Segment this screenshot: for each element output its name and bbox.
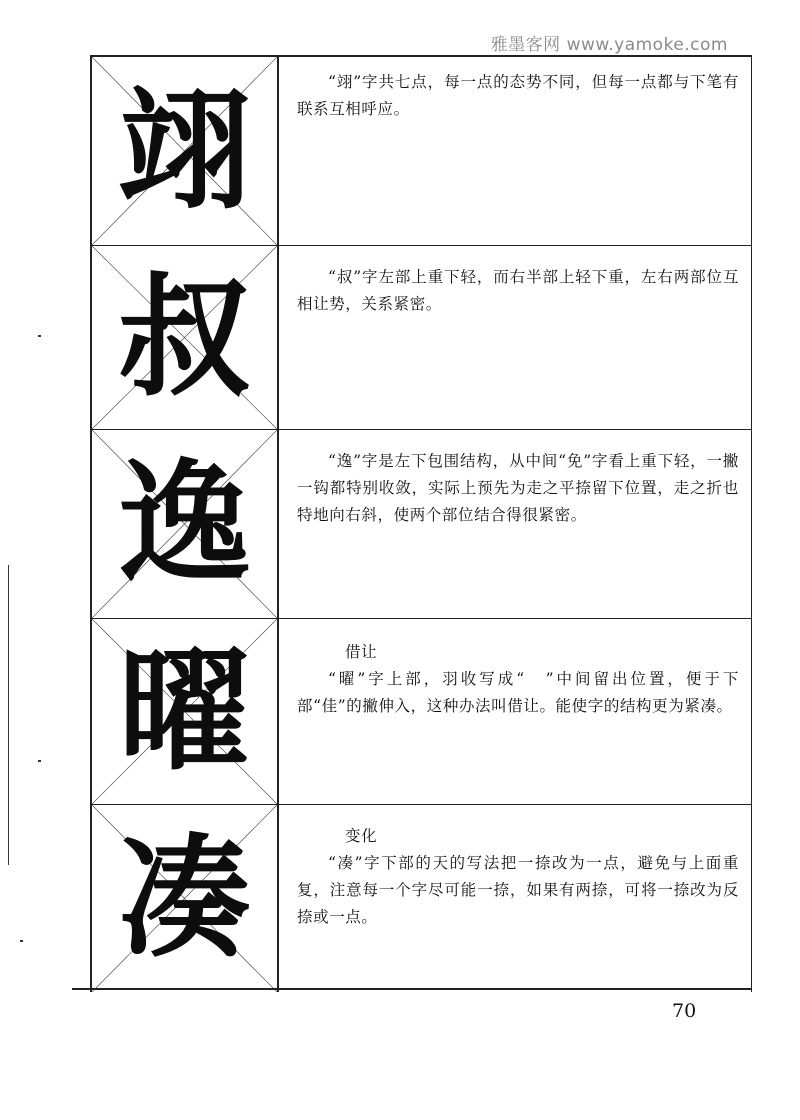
entry-row — [90, 57, 752, 246]
calligraphy-table — [90, 55, 752, 992]
page-number: 70 — [672, 1000, 697, 1022]
calligraphy-character: 曜 — [118, 633, 251, 789]
character-grid-cell — [90, 430, 279, 618]
character-grid-cell — [90, 805, 279, 992]
bottom-rule — [72, 988, 752, 990]
entry-row — [90, 430, 752, 619]
scan-speck — [38, 760, 41, 762]
calligraphy-character: 凑 — [118, 820, 251, 976]
explanation-text: “翊”字共七点，每一点的态势不同，但每一点都与下笔有联系互相呼应。 — [297, 73, 739, 118]
entry-row — [90, 246, 752, 430]
scan-margin-line — [8, 565, 9, 865]
calligraphy-character: 逸 — [118, 446, 251, 601]
watermark: 雅墨客网 www.yamoke.com — [490, 35, 728, 55]
section-subheading: 借让 — [345, 643, 378, 661]
explanation-cell — [279, 430, 752, 618]
section-subheading: 变化 — [345, 827, 378, 845]
explanation-text: “凑”字下部的天的写法把一捺改为一点，避免与上面重复，注意每一个字尽可能一捺，如果有两捺，可将一捺改为反捺或一点。 — [297, 854, 739, 926]
explanation-cell — [279, 246, 752, 429]
entry-row — [90, 805, 752, 992]
explanation-cell — [279, 57, 752, 245]
explanation-cell — [279, 805, 752, 992]
scan-speck — [20, 940, 23, 942]
entry-row — [90, 619, 752, 805]
calligraphy-character: 叔 — [118, 259, 251, 415]
character-grid-cell — [90, 619, 279, 804]
calligraphy-character: 翊 — [118, 73, 251, 228]
explanation-text: “逸”字是左下包围结构，从中间“免”字看上重下轻，一撇一钩都特别收敛，实际上预先为走之平捺留下位置，走之折也特地向右斜，使两个部位结合得很紧密。 — [297, 452, 739, 524]
character-grid-cell — [90, 246, 279, 429]
explanation-text: “曜”字上部，羽收写成“ ”中间留出位置，便于下部“佳”的撇伸入，这种办法叫借让。能使字的结构更为紧凑。 — [297, 670, 739, 715]
explanation-text: “叔”字左部上重下轻，而右半部上轻下重，左右两部位互相让势，关系紧密。 — [297, 268, 739, 313]
explanation-cell — [279, 619, 752, 804]
character-grid-cell — [90, 57, 279, 245]
scan-speck — [38, 335, 41, 337]
